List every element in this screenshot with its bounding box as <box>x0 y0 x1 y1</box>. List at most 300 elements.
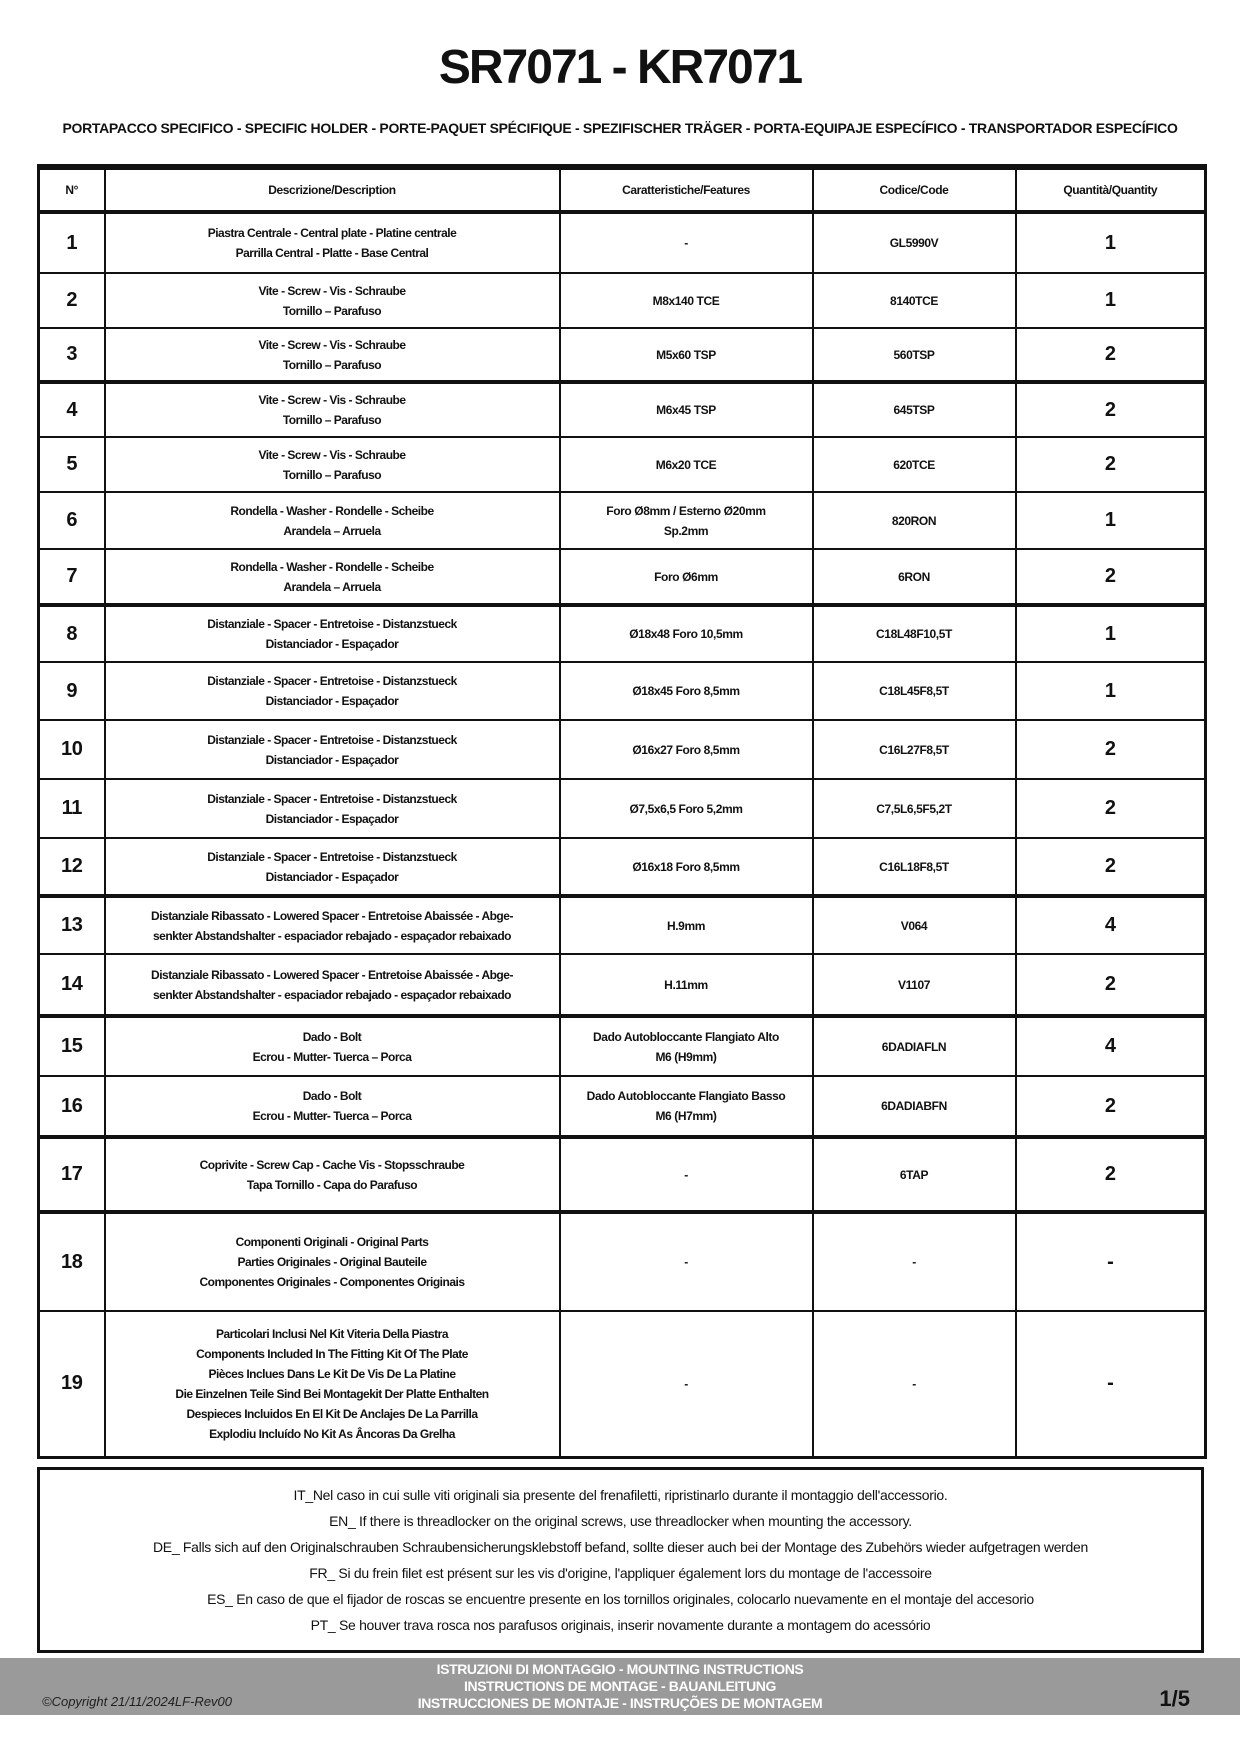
cell-text: - <box>684 1167 688 1182</box>
item-quantity <box>1016 720 1206 779</box>
item-code <box>813 549 1016 605</box>
item-code <box>813 896 1016 954</box>
item-description <box>105 549 560 605</box>
copyright-text: ©Copyright 21/11/2024LF-Rev00 <box>42 1694 233 1709</box>
features-line <box>565 345 808 365</box>
item-quantity <box>1016 273 1206 328</box>
item-features <box>560 492 813 549</box>
cell-text: 18 <box>61 1250 83 1273</box>
cell-text: Componenti Originali - Original Parts <box>235 1235 429 1249</box>
item-code <box>813 212 1016 273</box>
item-quantity <box>1016 382 1206 437</box>
header-code: Codice/Code <box>813 167 1016 212</box>
cell-text: Distanziale Ribassato - Lowered Spacer - Entretoise Abaissée - Abge- <box>151 967 513 982</box>
cell-text: 12 <box>61 855 83 877</box>
footer-instructions-title: ISTRUZIONI DI MONTAGGIO - MOUNTING INSTRUCTIONS INSTRUCTIONS DE MONTAGE - BAUANLEITUNG INSTRUCCIONES DE MONTAJE - INSTRUÇÕES DE MONTAGEM <box>417 1661 823 1711</box>
cell-text: M5x60 TSP <box>656 347 716 362</box>
description-line <box>110 906 555 926</box>
cell-text: 1 <box>1104 289 1116 311</box>
cell-text: Dado Autobloccante Flangiato Alto <box>593 1029 779 1044</box>
description-line <box>110 789 555 809</box>
description-line <box>110 1086 555 1106</box>
cell-text: M6 (H9mm) <box>655 1049 717 1064</box>
note-line-es: ES_ En caso de que el fijador de roscas se encuentre presente en los tornillos originales, colocarlo nuevamente en el montaje del accesorio <box>207 1591 1034 1607</box>
cell-text: Tornillo – Parafuso <box>282 413 382 427</box>
item-features <box>560 1016 813 1076</box>
cell-text: 9 <box>66 679 78 702</box>
cell-text: 6RON <box>898 569 930 584</box>
table-row <box>39 1212 1206 1311</box>
cell-text: Distanziale - Spacer - Entretoise - Distanzstueck <box>207 849 457 864</box>
table-header-row <box>39 167 1206 212</box>
item-description <box>105 492 560 549</box>
cell-text: Vite - Screw - Vis - Schraube <box>258 447 406 462</box>
cell-text: C18L48F10,5T <box>876 627 952 641</box>
description-line <box>110 1106 555 1126</box>
cell-text: 645TSP <box>893 403 935 417</box>
cell-text: H.11mm <box>664 977 708 992</box>
item-description <box>105 328 560 382</box>
cell-text: 19 <box>61 1372 83 1395</box>
description-line <box>110 410 555 430</box>
cell-text: Ø16x18 Foro 8,5mm <box>632 859 740 874</box>
cell-text: - <box>684 1255 688 1269</box>
item-features <box>560 212 813 273</box>
item-description <box>105 720 560 779</box>
item-code <box>813 492 1016 549</box>
cell-text: 1 <box>66 231 78 254</box>
cell-text: Rondella - Washer - Rondelle - Scheibe <box>230 559 434 574</box>
features-line <box>565 400 808 420</box>
item-code <box>813 328 1016 382</box>
features-line <box>565 740 808 760</box>
cell-text: M8x140 TCE <box>652 293 720 308</box>
cell-text: Vite - Screw - Vis - Schraube <box>258 393 406 407</box>
cell-text: C18L45F8,5T <box>879 684 949 698</box>
table-row <box>39 1076 1206 1137</box>
item-quantity <box>1016 1311 1206 1457</box>
item-number <box>39 549 105 605</box>
cell-text: 2 <box>1104 973 1116 995</box>
features-line <box>565 857 808 877</box>
description-line <box>110 521 555 541</box>
cell-text: 2 <box>1104 565 1116 587</box>
cell-text: Ecrou - Mutter- Tuerca – Porca <box>252 1049 412 1064</box>
item-quantity <box>1016 437 1206 492</box>
item-number <box>39 954 105 1016</box>
item-code <box>813 273 1016 328</box>
cell-text: - <box>1107 1250 1114 1273</box>
features-line <box>565 1165 808 1185</box>
cell-text: Tapa Tornillo - Capa do Parafuso <box>246 1177 418 1192</box>
cell-text: Ø18x45 Foro 8,5mm <box>632 684 740 698</box>
item-code <box>813 954 1016 1016</box>
description-line <box>110 1344 555 1364</box>
cell-text: Tornillo – Parafuso <box>282 357 382 372</box>
cell-text: 4 <box>1104 914 1116 936</box>
item-number <box>39 1016 105 1076</box>
description-line <box>110 223 555 243</box>
note-line-de: DE_ Falls sich auf den Originalschrauben Schraubensicherungsklebstoff befand, sollte dieser auch bei der Montage des Zubehörs wieder aufgetragen werden <box>152 1539 1089 1555</box>
cell-text: 16 <box>61 1094 83 1117</box>
item-description <box>105 779 560 838</box>
cell-text: 6TAP <box>899 1167 929 1182</box>
item-code <box>813 1016 1016 1076</box>
table-row <box>39 1311 1206 1457</box>
description-line <box>110 985 555 1005</box>
item-code <box>813 382 1016 437</box>
item-description <box>105 212 560 273</box>
item-features <box>560 896 813 954</box>
features-line <box>565 1086 808 1106</box>
item-features <box>560 382 813 437</box>
item-description <box>105 1212 560 1311</box>
description-line <box>110 557 555 577</box>
item-description <box>105 896 560 954</box>
features-line <box>565 233 808 253</box>
description-line <box>110 1232 555 1252</box>
item-number <box>39 720 105 779</box>
table-row <box>39 382 1206 437</box>
item-code <box>813 1311 1016 1457</box>
table-row <box>39 662 1206 720</box>
item-code <box>813 1212 1016 1311</box>
item-code <box>813 605 1016 662</box>
header-number: N° <box>39 167 105 212</box>
table-row <box>39 273 1206 328</box>
cell-text: H.9mm <box>666 918 705 933</box>
parts-table <box>37 164 1207 1459</box>
description-line <box>110 1424 555 1444</box>
table-row <box>39 492 1206 549</box>
table-row <box>39 896 1206 954</box>
cell-text: 2 <box>1104 453 1116 475</box>
cell-text: - <box>912 1255 916 1269</box>
item-features <box>560 720 813 779</box>
description-line <box>110 1155 555 1175</box>
features-line <box>565 521 808 541</box>
cell-text: Parties Originales - Original Bauteile <box>237 1255 427 1269</box>
cell-text: 5 <box>66 453 78 475</box>
description-line <box>110 243 555 263</box>
cell-text: Dado - Bolt <box>302 1029 362 1044</box>
note-line-fr: FR_ Si du frein filet est présent sur les vis d'origine, l'appliquer également lors du montage de l'accessoire <box>309 1565 932 1581</box>
description-line <box>110 1027 555 1047</box>
cell-text: - <box>912 1376 916 1391</box>
item-description <box>105 662 560 720</box>
cell-text: Components Included In The Fitting Kit Of The Plate <box>196 1346 468 1361</box>
cell-text: 620TCE <box>893 457 935 472</box>
description-line <box>110 1252 555 1272</box>
cell-text: V1107 <box>897 977 931 992</box>
cell-text: 6DADIABFN <box>881 1099 947 1113</box>
cell-text: M6x45 TSP <box>656 403 716 417</box>
cell-text: Ecrou - Mutter- Tuerca – Porca <box>252 1109 412 1123</box>
item-features <box>560 437 813 492</box>
cell-text: Distanziale - Spacer - Entretoise - Distanzstueck <box>207 674 457 688</box>
features-line <box>565 799 808 819</box>
item-number <box>39 328 105 382</box>
item-quantity <box>1016 492 1206 549</box>
description-line <box>110 1175 555 1195</box>
item-number <box>39 273 105 328</box>
item-code <box>813 1076 1016 1137</box>
cell-text: M6 (H7mm) <box>655 1109 717 1123</box>
item-features <box>560 273 813 328</box>
cell-text: Distanciador - Espaçador <box>265 869 399 884</box>
cell-text: V064 <box>900 918 928 933</box>
item-features <box>560 1137 813 1212</box>
cell-text: 2 <box>66 289 78 311</box>
description-line <box>110 809 555 829</box>
cell-text: M6x20 TCE <box>655 457 717 472</box>
item-description <box>105 437 560 492</box>
cell-text: 2 <box>1104 1094 1116 1117</box>
description-line <box>110 847 555 867</box>
description-line <box>110 634 555 654</box>
item-number <box>39 437 105 492</box>
item-number <box>39 492 105 549</box>
cell-text: senkter Abstandshalter - espaciador rebajado - espaçador rebaixado <box>152 987 512 1002</box>
description-line <box>110 355 555 375</box>
cell-text: 2 <box>1104 343 1116 365</box>
description-line <box>110 867 555 887</box>
cell-text: Ø16x27 Foro 8,5mm <box>632 742 740 757</box>
cell-text: 8 <box>66 622 78 645</box>
item-features <box>560 662 813 720</box>
description-line <box>110 1324 555 1344</box>
features-line <box>565 455 808 475</box>
page-number: 1/5 <box>1159 1686 1190 1711</box>
document-title: SR7071 - KR7071 <box>438 41 802 94</box>
item-description <box>105 1076 560 1137</box>
cell-text: 13 <box>61 914 83 936</box>
item-description <box>105 1137 560 1212</box>
cell-text: Piastra Centrale - Central plate - Platine centrale <box>207 226 457 240</box>
cell-text: Distanciador - Espaçador <box>265 637 399 651</box>
description-line <box>110 730 555 750</box>
item-features <box>560 838 813 896</box>
features-line <box>565 291 808 311</box>
item-quantity <box>1016 954 1206 1016</box>
cell-text: 4 <box>1104 1035 1116 1057</box>
cell-text: 14 <box>61 973 83 995</box>
cell-text: C16L27F8,5T <box>879 742 949 757</box>
item-features <box>560 954 813 1016</box>
item-quantity <box>1016 896 1206 954</box>
item-quantity <box>1016 662 1206 720</box>
cell-text: 2 <box>1104 855 1116 877</box>
cell-text: 1 <box>1104 509 1116 531</box>
item-number <box>39 779 105 838</box>
note-line-en: EN_ If there is threadlocker on the original screws, use threadlocker when mounting the accessory. <box>329 1513 912 1529</box>
features-line <box>565 1252 808 1272</box>
cell-text: 7 <box>66 565 78 587</box>
footer-bar <box>0 1658 1240 1715</box>
item-quantity <box>1016 549 1206 605</box>
cell-text: Arandela – Arruela <box>283 523 381 538</box>
cell-text: Componentes Originales - Componentes Originais <box>199 1275 465 1289</box>
table-row <box>39 1016 1206 1076</box>
cell-text: Rondella - Washer - Rondelle - Scheibe <box>230 503 434 518</box>
header-description: Descrizione/Description <box>105 167 560 212</box>
cell-text: C16L18F8,5T <box>879 859 949 874</box>
table-row <box>39 954 1206 1016</box>
cell-text: 1 <box>1104 622 1116 645</box>
item-number <box>39 605 105 662</box>
item-number <box>39 212 105 273</box>
table-row <box>39 1137 1206 1212</box>
item-code <box>813 720 1016 779</box>
item-number <box>39 382 105 437</box>
table-row <box>39 838 1206 896</box>
document-subtitle: PORTAPACCO SPECIFICO - SPECIFIC HOLDER - PORTE-PAQUET SPÉCIFIQUE - SPEZIFISCHER TRÄGER - PORTA-EQUIPAJE ESPECÍFICO - TRANSPORTADOR ESPECÍFICO <box>62 120 1178 136</box>
cell-text: 1 <box>1104 679 1116 702</box>
item-features <box>560 549 813 605</box>
description-line <box>110 1272 555 1292</box>
cell-text: Pièces Inclues Dans Le Kit De Vis De La Platine <box>208 1366 456 1381</box>
item-number <box>39 662 105 720</box>
description-line <box>110 926 555 946</box>
item-features <box>560 1076 813 1137</box>
item-code <box>813 779 1016 838</box>
cell-text: C7,5L6,5F5,2T <box>876 801 952 816</box>
item-description <box>105 954 560 1016</box>
item-number <box>39 1076 105 1137</box>
cell-text: Particolari Inclusi Nel Kit Viteria Della Piastra <box>215 1326 449 1341</box>
features-line <box>565 975 808 995</box>
cell-text: 6DADIAFLN <box>881 1039 947 1054</box>
item-number <box>39 838 105 896</box>
cell-text: Explodiu Incluído No Kit As Âncoras Da Grelha <box>209 1426 455 1441</box>
features-line <box>565 1374 808 1394</box>
cell-text: Distanziale - Spacer - Entretoise - Distanzstueck <box>207 732 457 747</box>
description-line <box>110 301 555 321</box>
description-line <box>110 614 555 634</box>
description-line <box>110 335 555 355</box>
item-number <box>39 1137 105 1212</box>
item-features <box>560 605 813 662</box>
cell-text: Distanziale - Spacer - Entretoise - Distanzstueck <box>207 617 457 631</box>
item-description <box>105 382 560 437</box>
cell-text: 2 <box>1104 398 1116 421</box>
description-line <box>110 1404 555 1424</box>
item-number <box>39 1212 105 1311</box>
item-quantity <box>1016 212 1206 273</box>
item-description <box>105 605 560 662</box>
cell-text: 11 <box>61 797 82 819</box>
cell-text: Parrilla Central - Platte - Base Central <box>235 246 429 260</box>
header-features: Caratteristiche/Features <box>560 167 813 212</box>
description-line <box>110 1364 555 1384</box>
features-line <box>565 567 808 587</box>
item-description <box>105 1311 560 1457</box>
cell-text: Foro Ø6mm <box>654 569 718 584</box>
cell-text: 10 <box>61 738 83 760</box>
cell-text: Distanciador - Espaçador <box>265 752 399 767</box>
description-line <box>110 501 555 521</box>
cell-text: Distanciador - Espaçador <box>265 694 399 708</box>
cell-text: senkter Abstandshalter - espaciador rebajado - espaçador rebaixado <box>152 928 512 943</box>
cell-text: 8140TCE <box>890 293 938 308</box>
cell-text: 1 <box>1104 231 1116 254</box>
description-line <box>110 445 555 465</box>
cell-text: Tornillo – Parafuso <box>282 303 382 318</box>
item-quantity <box>1016 838 1206 896</box>
note-line-it: IT_Nel caso in cui sulle viti originali sia presente del frenafiletti, ripristinarlo durante il montaggio dell'accessorio. <box>293 1487 948 1503</box>
cell-text: - <box>684 1376 688 1391</box>
item-quantity <box>1016 328 1206 382</box>
cell-text: 15 <box>61 1035 83 1057</box>
cell-text: Vite - Screw - Vis - Schraube <box>258 283 406 298</box>
table-row <box>39 437 1206 492</box>
cell-text: Distanciador - Espaçador <box>265 811 399 826</box>
item-features <box>560 1311 813 1457</box>
item-description <box>105 838 560 896</box>
cell-text: Arandela – Arruela <box>283 579 381 594</box>
cell-text: Despieces Incluidos En El Kit De Anclajes De La Parrilla <box>186 1406 478 1421</box>
note-line-pt: PT_ Se houver trava rosca nos parafusos originais, inserir novamente durante a montagem do acessório <box>310 1617 931 1633</box>
item-quantity <box>1016 1076 1206 1137</box>
cell-text: 6 <box>66 509 78 531</box>
item-number <box>39 1311 105 1457</box>
cell-text: 2 <box>1104 1163 1116 1185</box>
item-quantity <box>1016 1212 1206 1311</box>
item-code <box>813 662 1016 720</box>
item-features <box>560 779 813 838</box>
item-number <box>39 896 105 954</box>
cell-text: Ø18x48 Foro 10,5mm <box>629 627 743 641</box>
features-line <box>565 1027 808 1047</box>
item-code <box>813 437 1016 492</box>
table-row <box>39 605 1206 662</box>
table-row <box>39 328 1206 382</box>
item-code <box>813 1137 1016 1212</box>
cell-text: - <box>684 236 688 250</box>
cell-text: Coprivite - Screw Cap - Cache Vis - Stopsschraube <box>199 1157 465 1172</box>
description-line <box>110 577 555 597</box>
features-line <box>565 501 808 521</box>
table-row <box>39 720 1206 779</box>
item-features <box>560 328 813 382</box>
description-line <box>110 1047 555 1067</box>
cell-text: GL5990V <box>889 236 939 250</box>
cell-text: Distanziale - Spacer - Entretoise - Distanzstueck <box>207 791 457 806</box>
item-quantity <box>1016 605 1206 662</box>
description-line <box>110 965 555 985</box>
item-code <box>813 838 1016 896</box>
cell-text: Distanziale Ribassato - Lowered Spacer - Entretoise Abaissée - Abge- <box>151 908 513 923</box>
cell-text: Tornillo – Parafuso <box>282 467 382 482</box>
features-line <box>565 1047 808 1067</box>
cell-text: Dado Autobloccante Flangiato Basso <box>586 1089 786 1103</box>
cell-text: Foro Ø8mm / Esterno Ø20mm <box>606 503 766 518</box>
description-line <box>110 671 555 691</box>
features-line <box>565 1106 808 1126</box>
item-description <box>105 273 560 328</box>
cell-text: 560TSP <box>893 347 935 362</box>
table-row <box>39 212 1206 273</box>
description-line <box>110 390 555 410</box>
threadlocker-note <box>37 1467 1204 1653</box>
description-line <box>110 281 555 301</box>
item-quantity <box>1016 1137 1206 1212</box>
description-line <box>110 750 555 770</box>
item-quantity <box>1016 779 1206 838</box>
cell-text: Die Einzelnen Teile Sind Bei Montagekit Der Platte Enthalten <box>175 1386 489 1401</box>
item-quantity <box>1016 1016 1206 1076</box>
cell-text: - <box>1107 1372 1114 1395</box>
